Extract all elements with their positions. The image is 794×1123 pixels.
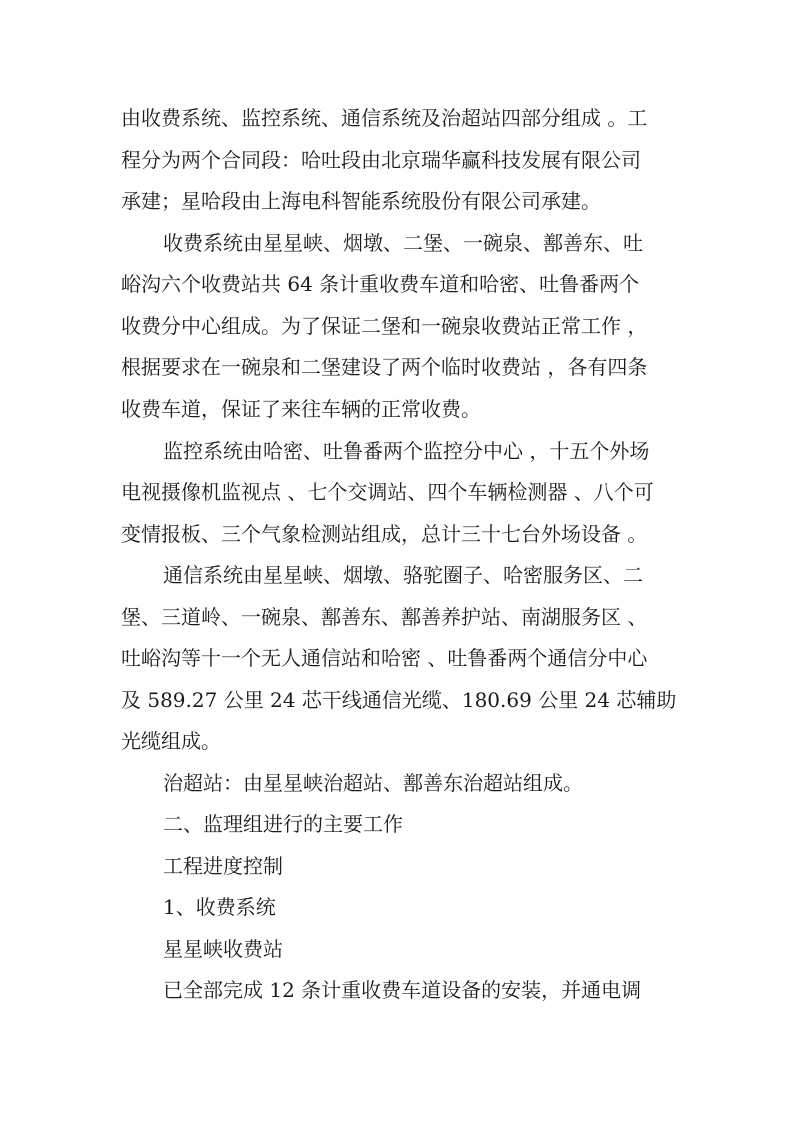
text-line: 吐峪沟等十一个无人通信站和哈密 、吐鲁番两个通信分中心 [121,646,648,670]
text-line: 堡、三道岭、一碗泉、鄯善东、鄯善养护站、南湖服务区 、 [121,605,648,629]
text-line: 光缆组成。 [121,729,221,753]
text-line: 变情报板、三个气象检测站组成，总计三十七台外场设备 。 [121,522,648,546]
text-line: 收费系统由星星峡、烟墩、二堡、一碗泉、鄯善东、吐 [163,231,643,255]
text-line: 收费分中心组成。为了保证二堡和一碗泉收费站正常工作 ， [121,314,648,338]
text-line: 程分为两个合同段：哈吐段由北京瑞华赢科技发展有限公司 [121,148,641,172]
text-line: 承建；星哈段由上海电科智能系统股份有限公司承建。 [121,189,601,213]
text-line: 峪沟六个收费站共 64 条计重收费车道和哈密、吐鲁番两个 [121,272,640,296]
text-line: 监控系统由哈密、吐鲁番两个监控分中心 ，十五个外场 [163,439,650,463]
subsection-heading: 星星峡收费站 [163,937,283,961]
section-heading: 二、监理组进行的主要工作 [163,812,403,836]
text-line: 已全部完成 12 条计重收费车道设备的安装，并通电调 [163,978,642,1002]
subsection-heading: 1、收费系统 [163,895,276,919]
text-line: 根据要求在一碗泉和二堡建设了两个临时收费站 ，各有四条 [121,355,648,379]
text-line: 治超站：由星星峡治超站、鄯善东治超站组成。 [163,771,583,795]
text-line: 由收费系统、监控系统、通信系统及治超站四部分组成 。工 [121,106,648,130]
text-line: 电视摄像机监视点 、七个交调站、四个车辆检测器 、八个可 [121,480,654,504]
text-line: 及 589.27 公里 24 芯干线通信光缆、180.69 公里 24 芯辅助 [121,688,677,712]
text-line: 通信系统由星星峡、烟墩、骆驼圈子、哈密服务区、二 [163,563,643,587]
subsection-heading: 工程进度控制 [163,854,283,878]
text-line: 收费车道，保证了来往车辆的正常收费。 [121,397,481,421]
